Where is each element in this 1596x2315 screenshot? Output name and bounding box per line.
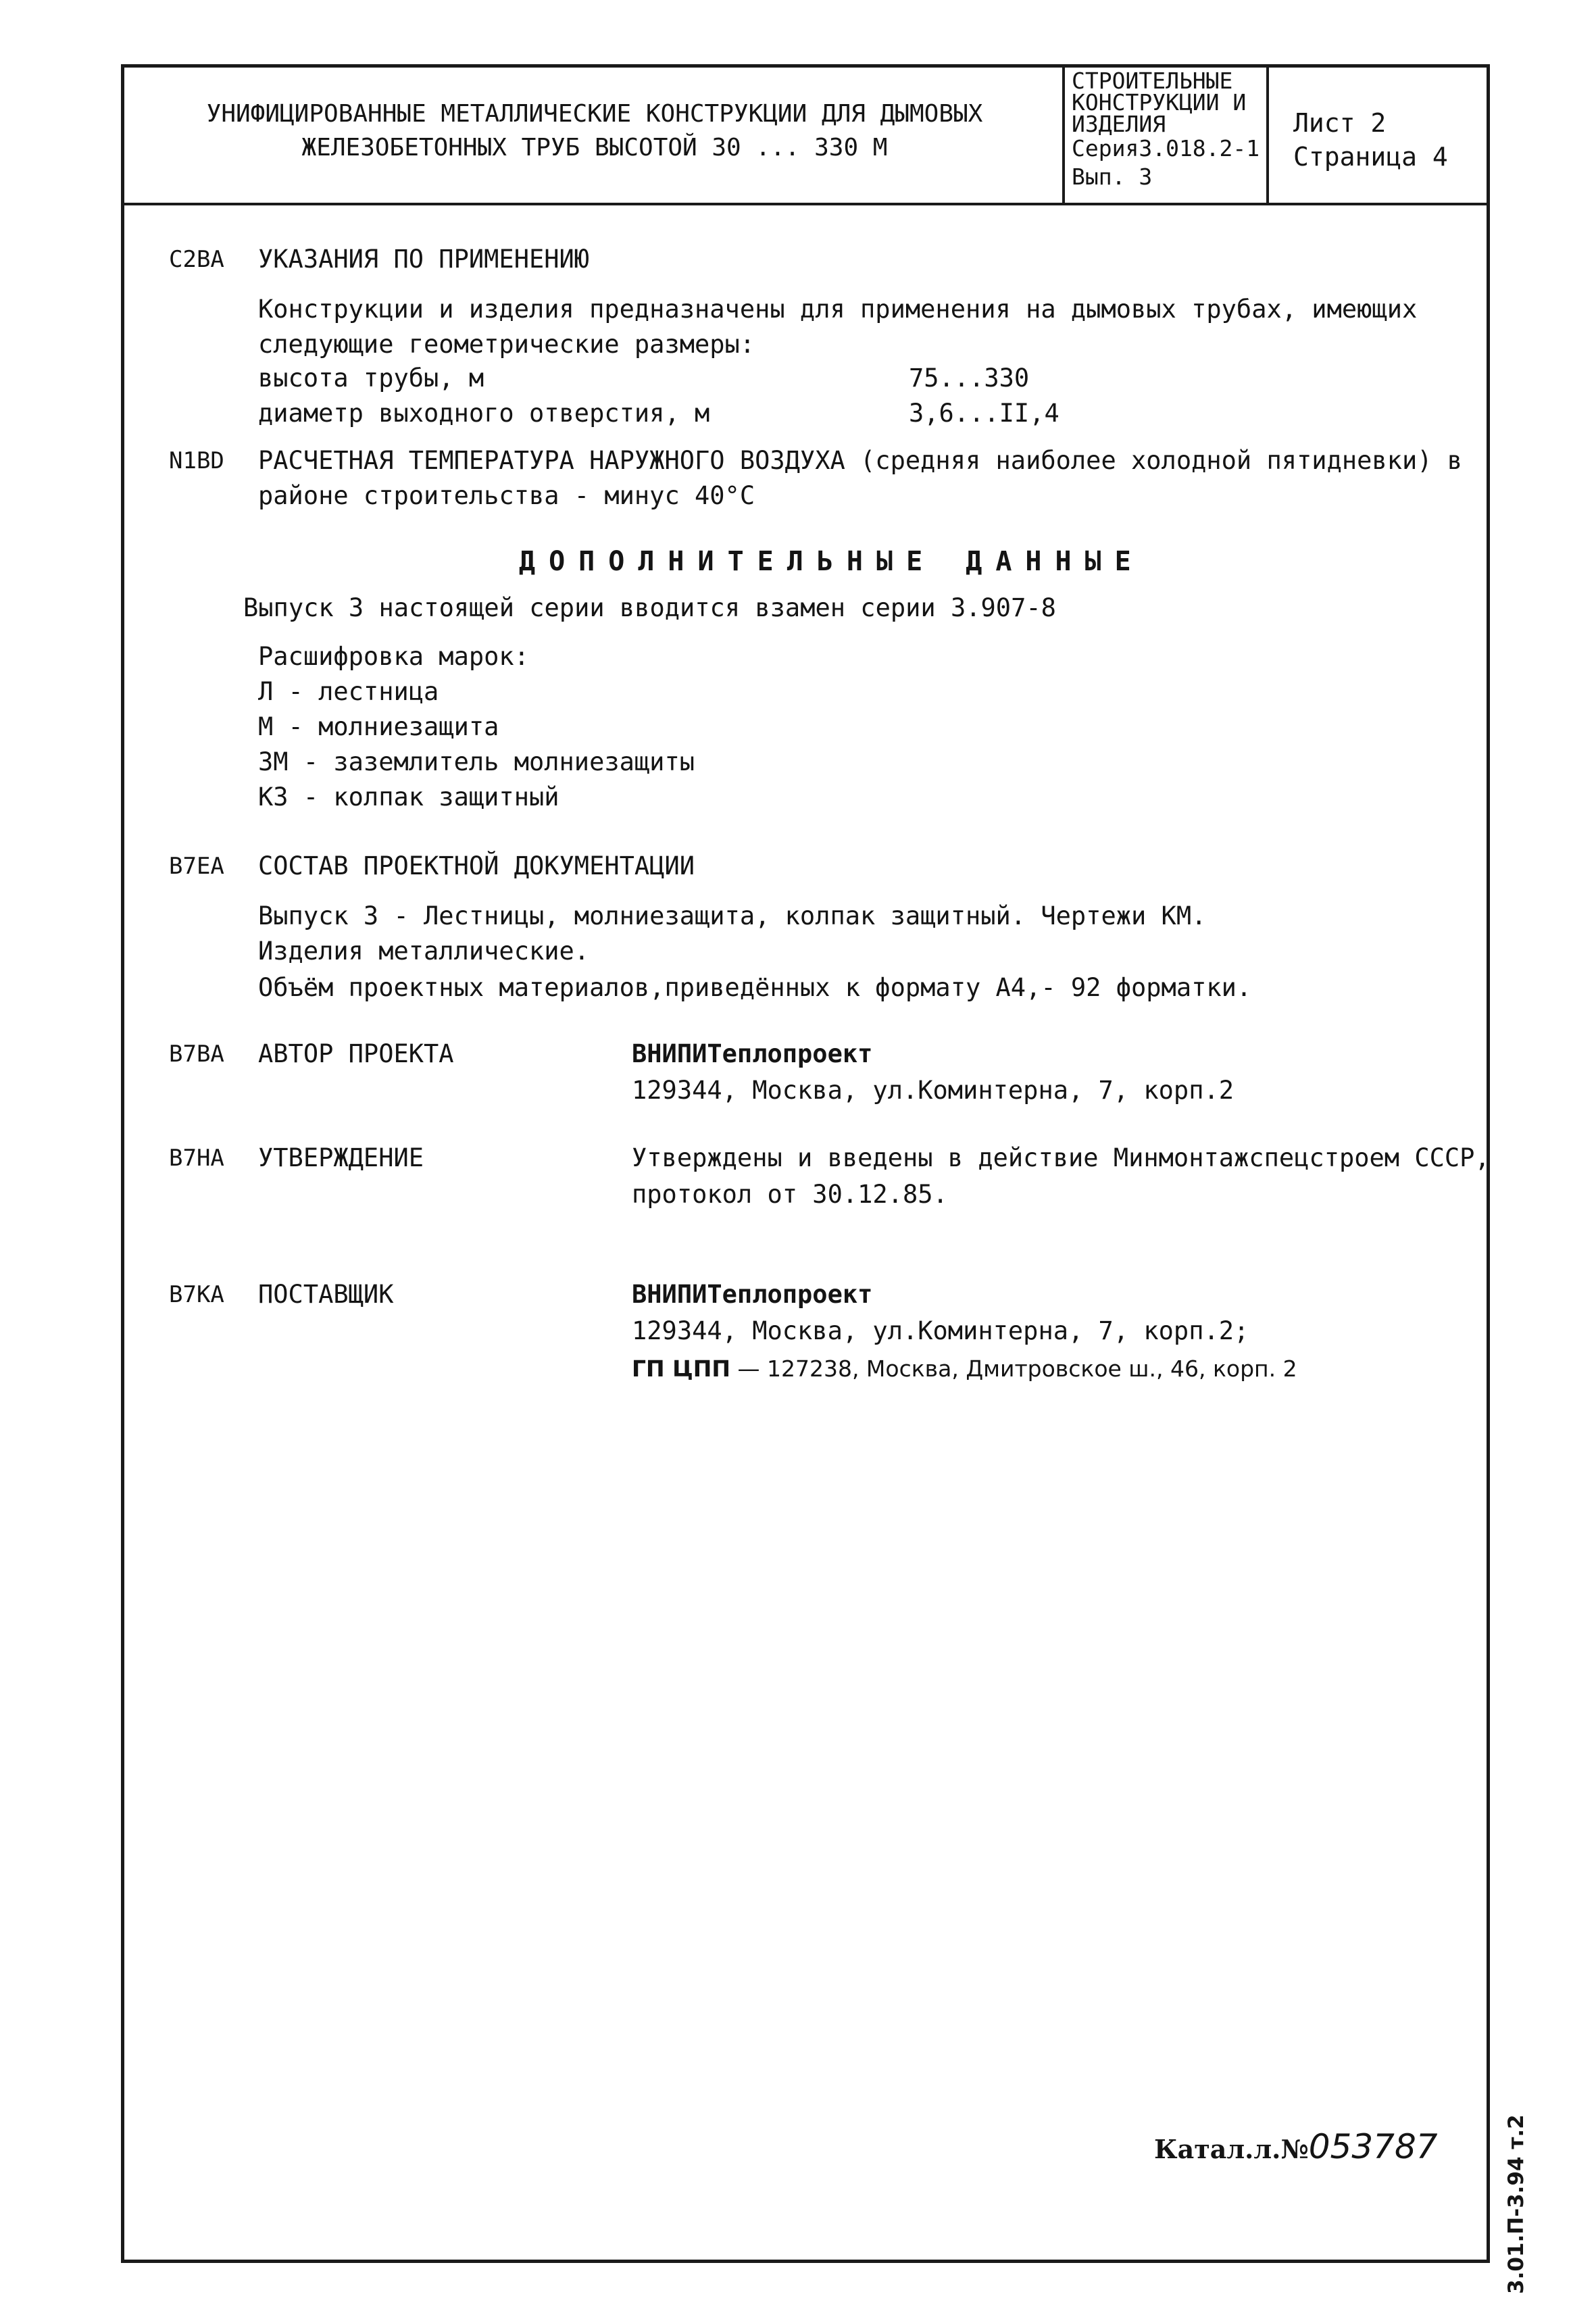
mark-protective-cap: КЗ - колпак защитный <box>258 782 559 812</box>
composition-line-2: Изделия металлические. <box>258 937 590 966</box>
author-organization: ВНИПИТеплопроект <box>632 1039 873 1068</box>
section-code-composition: B7EA <box>169 853 224 880</box>
issue-number: Вып. 3 <box>1072 164 1153 190</box>
composition-line-3: Объём проектных материалов,приведённых к формату А4,- 92 форматки. <box>258 973 1252 1002</box>
pipe-height-value: 75...330 <box>909 364 1030 393</box>
distributor-name: ГП ЦПП <box>632 1355 730 1382</box>
section-code-application: C2BA <box>169 246 224 273</box>
temperature-text-line-2: районе строительства - минус 40°С <box>258 481 755 510</box>
pipe-height-label: высота трубы, м <box>258 364 484 393</box>
sheet-cell <box>1269 68 1487 203</box>
title-cell <box>124 68 1065 203</box>
application-text-line-2: следующие геометрические размеры: <box>258 330 755 359</box>
outlet-diameter-value: 3,6...II,4 <box>909 399 1059 428</box>
section-title-approval: УТВЕРЖДЕНИЕ <box>258 1143 424 1172</box>
distributor-address: — 127238, Москва, Дмитровское ш., 46, корп. 2 <box>730 1355 1297 1382</box>
replacement-note: Выпуск 3 настоящей серии вводится взамен серии 3.907-8 <box>243 593 1056 622</box>
catalog-label: Катал.л.№ <box>1154 2134 1309 2164</box>
document-title-line-2: ЖЕЛЕЗОБЕТОННЫХ ТРУБ ВЫСОТОЙ 30 ... 330 М <box>301 134 888 161</box>
application-text-line-1: Конструкции и изделия предназначены для применения на дымовых трубах, имеющих <box>258 295 1418 324</box>
approval-line-1: Утверждены и введены в действие Минмонтажспецстроем СССР, <box>632 1143 1490 1172</box>
approval-line-2: протокол от 30.12.85. <box>632 1180 948 1209</box>
page-number: Страница 4 <box>1293 142 1448 172</box>
section-title-application: УКАЗАНИЯ ПО ПРИМЕНЕНИЮ <box>258 245 590 274</box>
section-title-supplier: ПОСТАВЩИК <box>258 1280 394 1309</box>
marks-decode-title: Расшифровка марок: <box>258 642 529 671</box>
document-title-line-1: УНИФИЦИРОВАННЫЕ МЕТАЛЛИЧЕСКИЕ КОНСТРУКЦИИ ДЛЯ ДЫМОВЫХ <box>206 100 983 128</box>
catalog-number: 053787 <box>1308 2127 1438 2166</box>
section-title-author: АВТОР ПРОЕКТА <box>258 1039 454 1068</box>
additional-data-heading: ДОПОЛНИТЕЛЬНЫЕ ДАННЫЕ <box>519 546 1145 577</box>
section-title-composition: СОСТАВ ПРОЕКТНОЙ ДОКУМЕНТАЦИИ <box>258 851 695 880</box>
series-line-3: ИЗДЕЛИЯ <box>1072 111 1166 137</box>
supplier-distributor <box>632 1355 1297 1382</box>
series-line-2: КОНСТРУКЦИИ И <box>1072 89 1247 116</box>
supplier-address: 129344, Москва, ул.Коминтерна, 7, корп.2; <box>632 1316 1249 1345</box>
outlet-diameter-label: диаметр выходного отверстия, м <box>258 399 710 428</box>
section-code-supplier: B7KA <box>169 1281 224 1308</box>
series-number: Серия3.018.2-1 <box>1072 135 1260 161</box>
mark-ladder: Л - лестница <box>258 677 439 706</box>
series-line-1: СТРОИТЕЛЬНЫЕ <box>1072 68 1233 94</box>
composition-line-1: Выпуск 3 - Лестницы, молниезащита, колпак защитный. Чертежи КМ. <box>258 901 1207 930</box>
author-address: 129344, Москва, ул.Коминтерна, 7, корп.2 <box>632 1076 1235 1105</box>
catalog-stamp <box>1154 2127 1438 2166</box>
section-code-temperature: N1BD <box>169 447 224 474</box>
title-block <box>124 68 1487 205</box>
mark-lightning-protection: М - молниезащита <box>258 712 499 741</box>
section-code-author: B7BA <box>169 1041 224 1068</box>
temperature-text-line-1: РАСЧЕТНАЯ ТЕМПЕРАТУРА НАРУЖНОГО ВОЗДУХА (средняя наиболее холодной пятидневки) в <box>258 446 1463 475</box>
series-cell <box>1065 68 1269 203</box>
section-code-approval: B7HA <box>169 1145 224 1172</box>
mark-grounding: ЗМ - заземлитель молниезащиты <box>258 747 695 776</box>
side-reference-note: 3.01.П-3.94 т.2 <box>1504 2114 1528 2294</box>
sheet-number: Лист 2 <box>1293 108 1387 138</box>
supplier-organization: ВНИПИТеплопроект <box>632 1280 873 1309</box>
